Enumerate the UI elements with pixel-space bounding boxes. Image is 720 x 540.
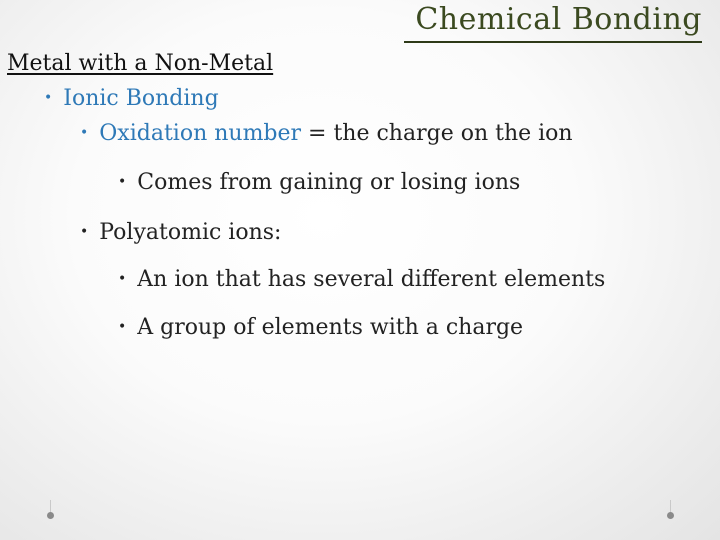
bullet-icon: • (118, 271, 127, 287)
bullet-icon: • (80, 224, 89, 240)
bullet-icon: • (44, 90, 53, 106)
title-underline (404, 41, 702, 43)
frame-left-dot (47, 512, 54, 519)
bullet-group-elements (118, 315, 523, 340)
bullet-ionic-bonding (44, 86, 219, 111)
bullet-gaining-losing (118, 170, 520, 195)
bullet-icon: • (80, 125, 89, 141)
bullet-text: = the charge on the ion (301, 121, 573, 146)
section-heading: Metal with a Non-Metal (7, 51, 274, 76)
slide-title: Chemical Bonding (415, 2, 702, 37)
bullet-several-elements (118, 267, 605, 292)
bullet-polyatomic-ions (80, 220, 281, 245)
bullet-icon: • (118, 174, 127, 190)
bullet-text: Ionic Bonding (63, 86, 219, 111)
bullet-text: An ion that has several different elements (137, 267, 606, 292)
bullet-text: Polyatomic ions: (99, 220, 282, 245)
bullet-oxidation-number (80, 121, 573, 146)
highlight-term: Oxidation number (99, 121, 302, 146)
bullet-text: Comes from gaining or losing ions (137, 170, 521, 195)
bullet-text: A group of elements with a charge (137, 315, 524, 340)
frame-right-dot (667, 512, 674, 519)
bullet-icon: • (118, 319, 127, 335)
